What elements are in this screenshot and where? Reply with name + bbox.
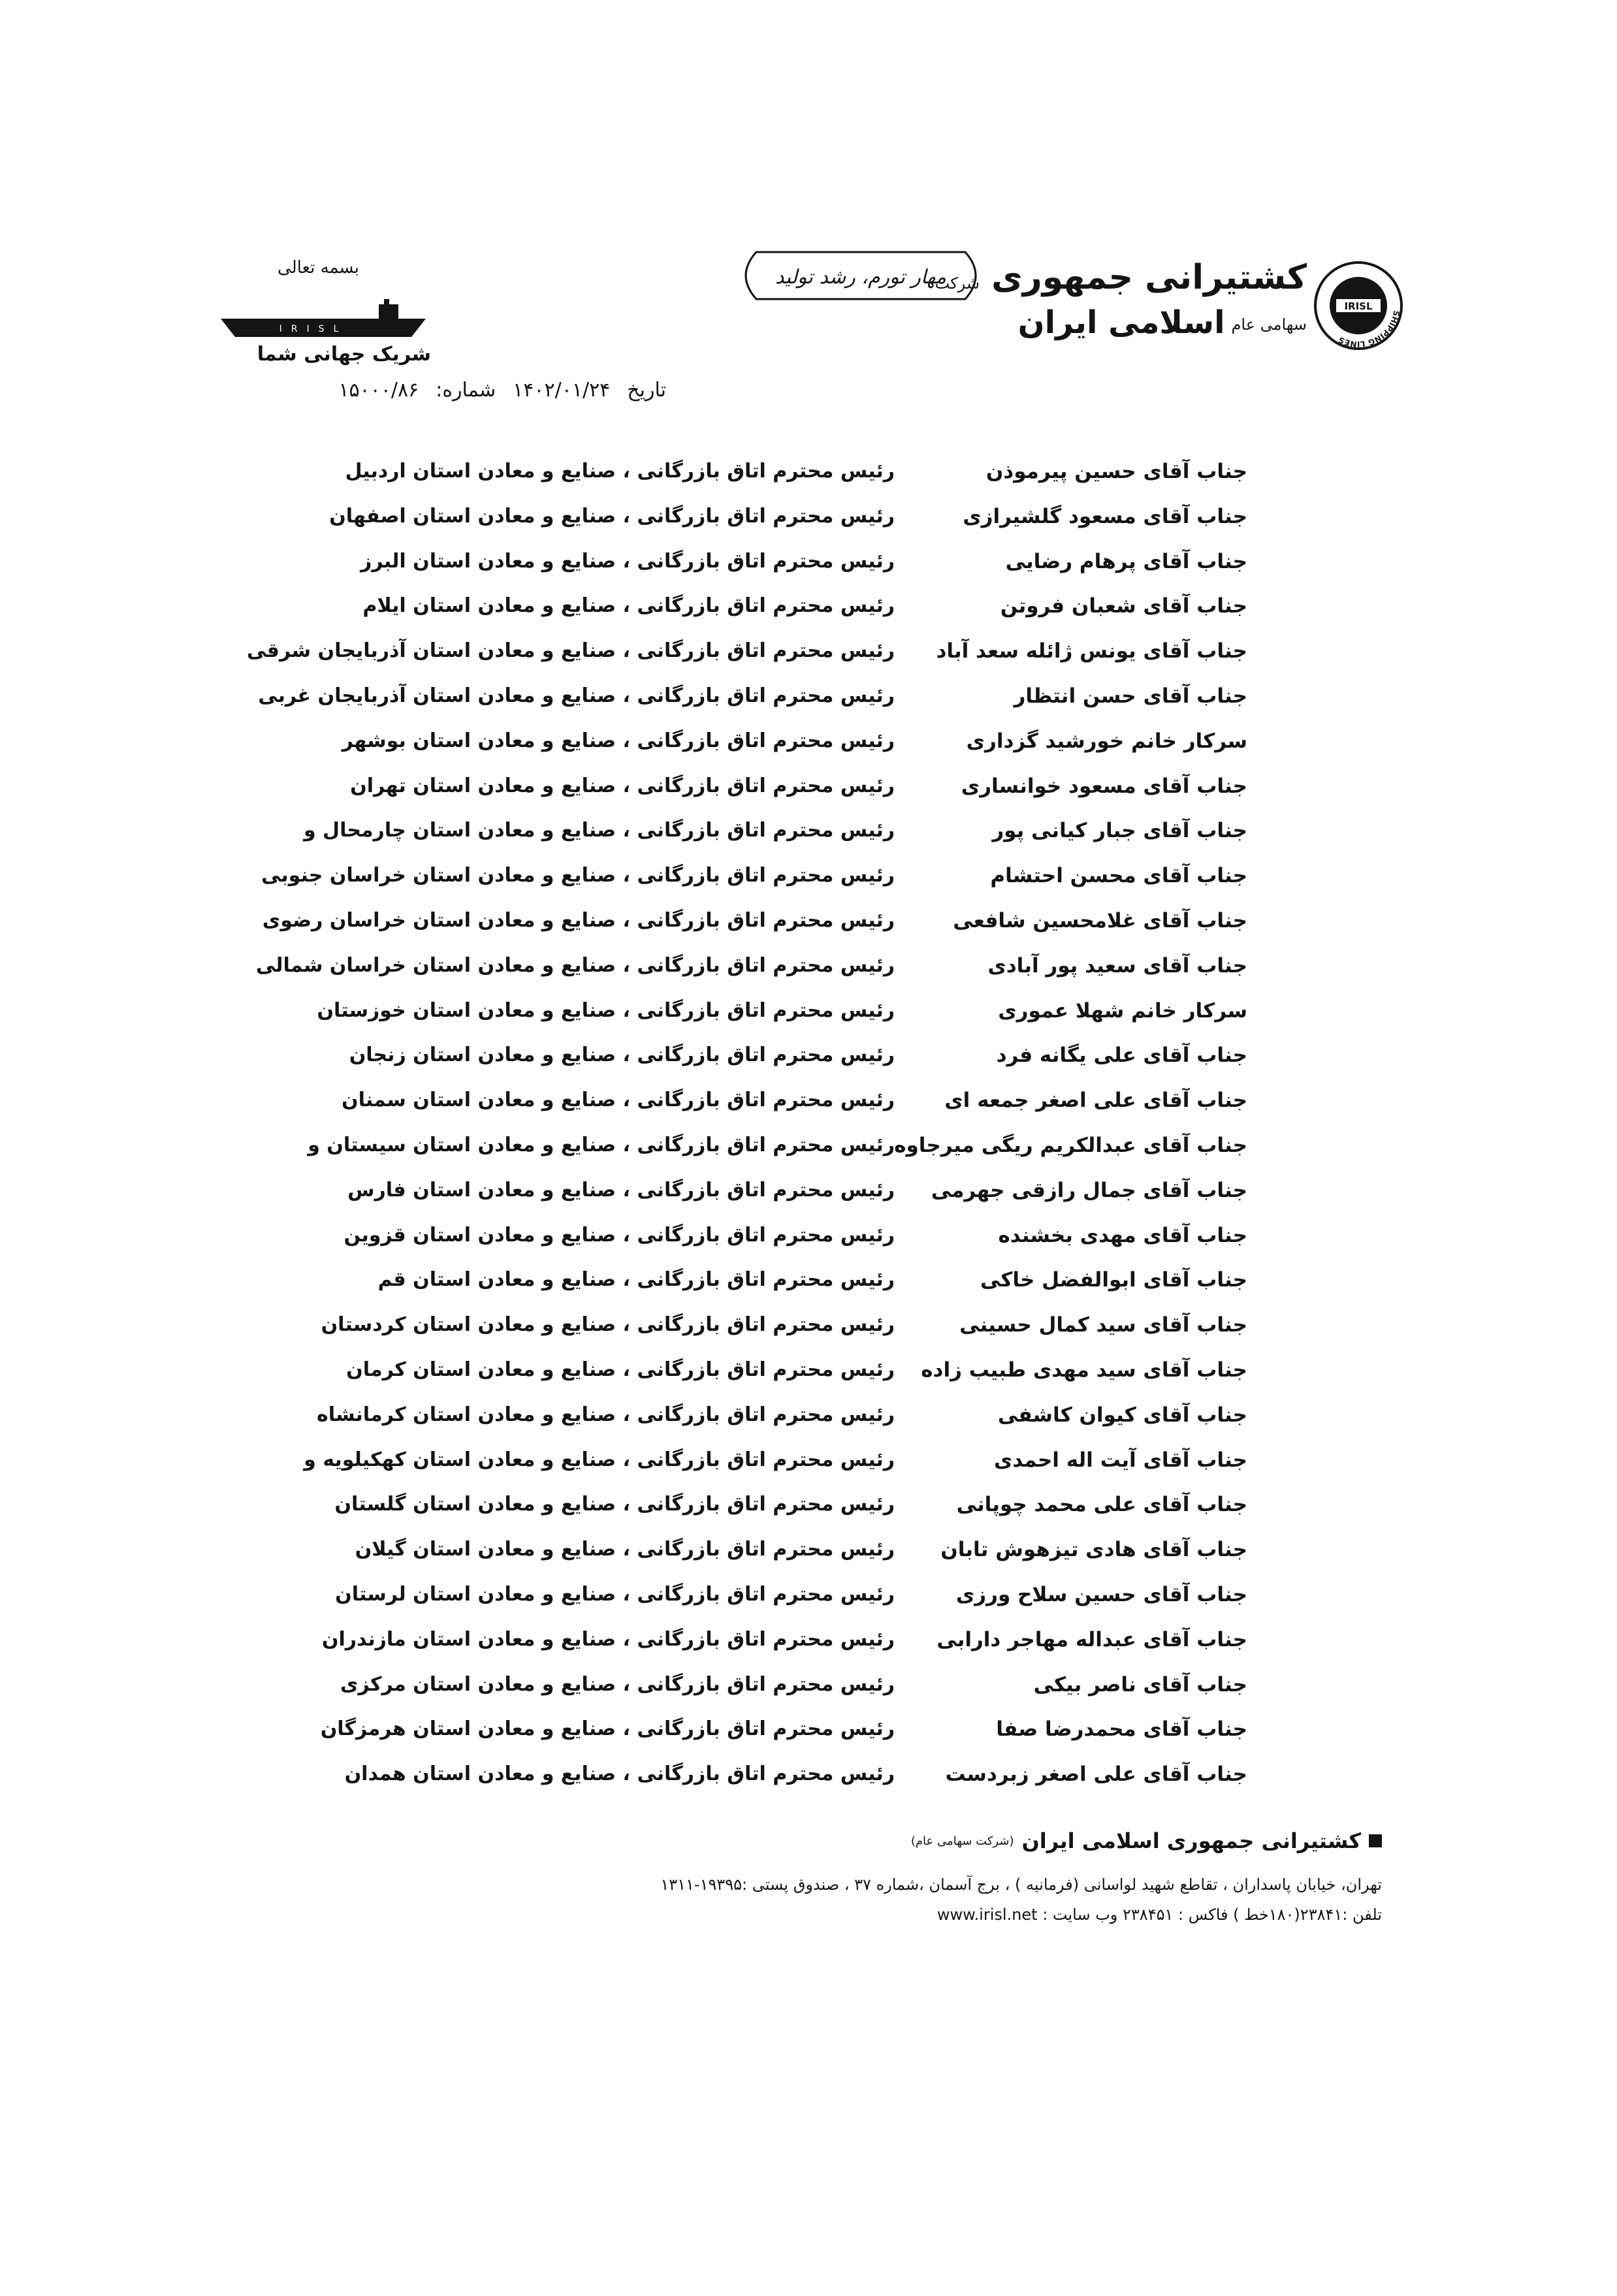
footer-address: تهران، خیابان پاسداران ، تقاطع شهید لواسانی (فرمانیه ) ، برج آسمان ،شماره ۳۷ ، صندوق پستی :۱۹۳۹۵-۱۳۱۱ [660, 1875, 1382, 1894]
date-label: تاریخ [627, 379, 666, 402]
recipient-row [246, 631, 1247, 677]
recipient-row [261, 1171, 1247, 1216]
recipient-name: جناب آقای آیت اله احمدی [993, 1448, 1247, 1472]
recipient-row [261, 901, 1247, 946]
recipient-name: جناب آقای جبار کیانی پور [992, 819, 1247, 843]
recipient-name: جناب آقای سید مهدی طبیب زاده [921, 1358, 1247, 1382]
recipient-title: رئیس محترم اتاق بازرگانی ، صنایع و معادن استان همدان [344, 1762, 895, 1786]
footer-company [402, 1828, 1382, 1853]
recipient-name: جناب آقای حسین پیرموذن [985, 460, 1247, 483]
recipient-name: جناب آقای کیوان کاشفی [997, 1403, 1247, 1427]
ship-graphic [216, 299, 431, 345]
recipient-row [261, 856, 1247, 901]
recipient-title: رئیس محترم اتاق بازرگانی ، صنایع و معادن استان گیلان [355, 1538, 895, 1561]
recipient-title: رئیس محترم اتاق بازرگانی ، صنایع و معادن استان قم [377, 1268, 895, 1292]
recipient-name: جناب آقای مسعود خوانساری [961, 774, 1247, 798]
number-label: شماره: [436, 379, 496, 402]
recipient-row [261, 1081, 1247, 1126]
recipient-row [261, 1530, 1247, 1575]
recipient-row [261, 542, 1247, 587]
recipient-row [261, 1441, 1247, 1486]
recipient-row [261, 1216, 1247, 1261]
recipient-row [261, 1755, 1247, 1800]
recipient-name: جناب آقای غلامحسین شافعی [953, 908, 1247, 933]
recipient-title: رئیس محترم اتاق بازرگانی ، صنایع و معادن استان مازندران [321, 1627, 895, 1651]
recipient-title: رئیس محترم اتاق بازرگانی ، صنایع و معادن استان خراسان رضوی [262, 908, 895, 932]
recipient-name: سرکار خانم شهلا عموری [998, 998, 1247, 1023]
logo-ring-text: SHIPPING LINES [1337, 310, 1401, 349]
recipient-name: جناب آقای جمال رازقی جهرمی [931, 1178, 1247, 1202]
company-name-line2 [935, 303, 1307, 344]
recipient-title: رئیس محترم اتاق بازرگانی ، صنایع و معادن استان سیستان و [308, 1133, 895, 1156]
recipient-title: رئیس محترم اتاق بازرگانی ، صنایع و معادن استان سمنان [341, 1089, 895, 1112]
recipient-name: جناب آقای محمدرضا صفا [996, 1717, 1247, 1742]
recipient-row [261, 767, 1247, 812]
recipient-name: جناب آقای مسعود گلشیرازی [963, 504, 1247, 528]
recipient-row [261, 1036, 1247, 1081]
recipient-title: رئیس محترم اتاق بازرگانی ، صنایع و معادن استان چارمحال و [303, 819, 895, 842]
recipient-title: رئیس محترم اتاق بازرگانی ، صنایع و معادن استان مرکزی [340, 1672, 895, 1696]
recipients-list [246, 452, 1247, 1800]
recipient-title: رئیس محترم اتاق بازرگانی ، صنایع و معادن استان خراسان شمالی [255, 953, 895, 977]
recipient-title: رئیس محترم اتاق بازرگانی ، صنایع و معادن استان ایلام [362, 594, 895, 618]
recipient-title: رئیس محترم اتاق بازرگانی ، صنایع و معادن استان قزوین [344, 1223, 895, 1247]
recipient-title: رئیس محترم اتاق بازرگانی ، صنایع و معادن استان البرز [360, 549, 895, 573]
footer-contact: تلفن :۲۳۸۴۱(۱۸۰خط ) فاکس : ۲۳۸۴۵۱ وب سایت : www.irisl.net [937, 1905, 1382, 1924]
recipient-row [261, 1665, 1247, 1710]
recipient-title: رئیس محترم اتاق بازرگانی ، صنایع و معادن استان کرمانشاه [317, 1403, 895, 1426]
recipient-row [261, 1395, 1247, 1441]
recipient-row [261, 452, 1247, 497]
company-name-second: اسلامی ایران [1017, 304, 1225, 341]
recipient-title: رئیس محترم اتاق بازرگانی ، صنایع و معادن استان اصفهان [329, 504, 895, 528]
recipient-name: جناب آقای سید کمال حسینی [959, 1313, 1247, 1337]
recipient-name: جناب آقای شعبان فروتن [1000, 594, 1247, 618]
number-value: ۱۵۰۰۰/۸۶ [338, 379, 419, 402]
recipient-row [258, 677, 1247, 722]
logo-text: IRISL [1344, 300, 1373, 312]
company-name-main: کشتیرانی جمهوری [991, 258, 1307, 297]
recipient-name: جناب آقای ناصر بیکی [1033, 1672, 1247, 1697]
recipient-row [261, 1575, 1247, 1620]
basmala: بسمه تعالی [278, 258, 359, 278]
recipient-row [255, 946, 1247, 991]
letter-footer [402, 1828, 1382, 1924]
recipient-title: رئیس محترم اتاق بازرگانی ، صنایع و معادن استان خوزستان [317, 998, 895, 1022]
recipient-title: رئیس محترم اتاق بازرگانی ، صنایع و معادن استان لرستان [335, 1582, 895, 1606]
recipient-row [261, 1260, 1247, 1305]
recipient-title: رئیس محترم اتاق بازرگانی ، صنایع و معادن استان فارس [347, 1178, 895, 1202]
recipient-name: جناب آقای یونس ژائله سعد آباد [936, 639, 1247, 663]
recipient-title: رئیس محترم اتاق بازرگانی ، صنایع و معادن استان آذربایجان غربی [258, 684, 895, 707]
irisl-logo-icon [1313, 260, 1404, 351]
recipient-row [261, 1350, 1247, 1395]
ship-text: IRISL [279, 324, 348, 334]
footer-bullet-icon [1369, 1834, 1382, 1847]
recipient-title: رئیس محترم اتاق بازرگانی ، صنایع و معادن استان تهران [350, 774, 895, 797]
recipient-name: جناب آقای ابوالفضل خاکی [980, 1268, 1247, 1292]
recipient-row [261, 1710, 1247, 1755]
company-name-prefix: شرکت [935, 274, 980, 293]
company-logo [1313, 260, 1404, 351]
recipient-row [261, 811, 1247, 856]
recipient-title: رئیس محترم اتاق بازرگانی ، صنایع و معادن استان کرمان [346, 1358, 895, 1381]
recipient-title: رئیس محترم اتاق بازرگانی ، صنایع و معادن استان هرمزگان [320, 1717, 895, 1741]
recipient-title: رئیس محترم اتاق بازرگانی ، صنایع و معادن استان اردبیل [345, 460, 895, 483]
ship-icon [216, 299, 431, 345]
footer-company-name: کشتیرانی جمهوری اسلامی ایران [1021, 1828, 1361, 1853]
recipient-title: رئیس محترم اتاق بازرگانی ، صنایع و معادن استان کردستان [321, 1313, 895, 1337]
recipient-name: جناب آقای علی اصغر زبردست [945, 1762, 1247, 1787]
footer-company-kind: (شرکت سهامی عام) [910, 1834, 1014, 1848]
recipient-title: رئیس محترم اتاق بازرگانی ، صنایع و معادن استان زنجان [349, 1044, 895, 1067]
recipient-row [261, 1126, 1247, 1171]
recipient-name: جناب آقای محسن احتشام [990, 864, 1247, 888]
company-kind: سهامی عام [1231, 315, 1307, 334]
recipient-row [261, 1305, 1247, 1350]
date-value: ۱۴۰۲/۰۱/۲۴ [513, 379, 611, 402]
letter-meta [274, 379, 666, 402]
recipient-name: جناب آقای پرهام رضایی [1005, 549, 1247, 573]
recipient-title: رئیس محترم اتاق بازرگانی ، صنایع و معادن استان آذربایجان شرقی [246, 639, 895, 663]
tagline: شریک جهانی شما [257, 343, 431, 366]
recipient-row [261, 586, 1247, 631]
recipient-name: جناب آقای عبداله مهاجر دارابی [937, 1627, 1247, 1651]
recipient-name: جناب آقای سعید پور آبادی [987, 953, 1247, 978]
recipient-row [261, 991, 1247, 1036]
recipient-row [261, 722, 1247, 767]
recipient-row [261, 1620, 1247, 1665]
recipient-name: سرکار خانم خورشید گزداری [966, 729, 1247, 753]
slogan-text: مهار تورم، رشد تولید [775, 266, 946, 289]
recipient-name: جناب آقای حسین سلاح ورزی [955, 1582, 1247, 1606]
recipient-title: رئیس محترم اتاق بازرگانی ، صنایع و معادن استان خراسان جنوبی [261, 864, 895, 887]
recipient-name: جناب آقای علی یگانه فرد [996, 1044, 1247, 1068]
recipient-title: رئیس محترم اتاق بازرگانی ، صنایع و معادن استان گلستان [334, 1493, 895, 1516]
recipient-name: جناب آقای مهدی بخشنده [998, 1223, 1247, 1247]
recipient-name: جناب آقای حسن انتظار [1014, 684, 1247, 708]
recipient-row [261, 1485, 1247, 1530]
recipient-name: جناب آقای علی محمد چوپانی [956, 1493, 1247, 1517]
recipient-name: جناب آقای عبدالکریم ریگی میرجاوه [894, 1133, 1247, 1157]
slogan-stamp [730, 246, 991, 306]
recipient-name: جناب آقای هادی تیزهوش تابان [940, 1538, 1247, 1562]
recipient-title: رئیس محترم اتاق بازرگانی ، صنایع و معادن استان بوشهر [342, 729, 895, 752]
recipient-title: رئیس محترم اتاق بازرگانی ، صنایع و معادن استان کهکیلویه و [304, 1448, 895, 1471]
recipient-name: جناب آقای علی اصغر جمعه ای [944, 1089, 1247, 1113]
recipient-row [261, 497, 1247, 542]
